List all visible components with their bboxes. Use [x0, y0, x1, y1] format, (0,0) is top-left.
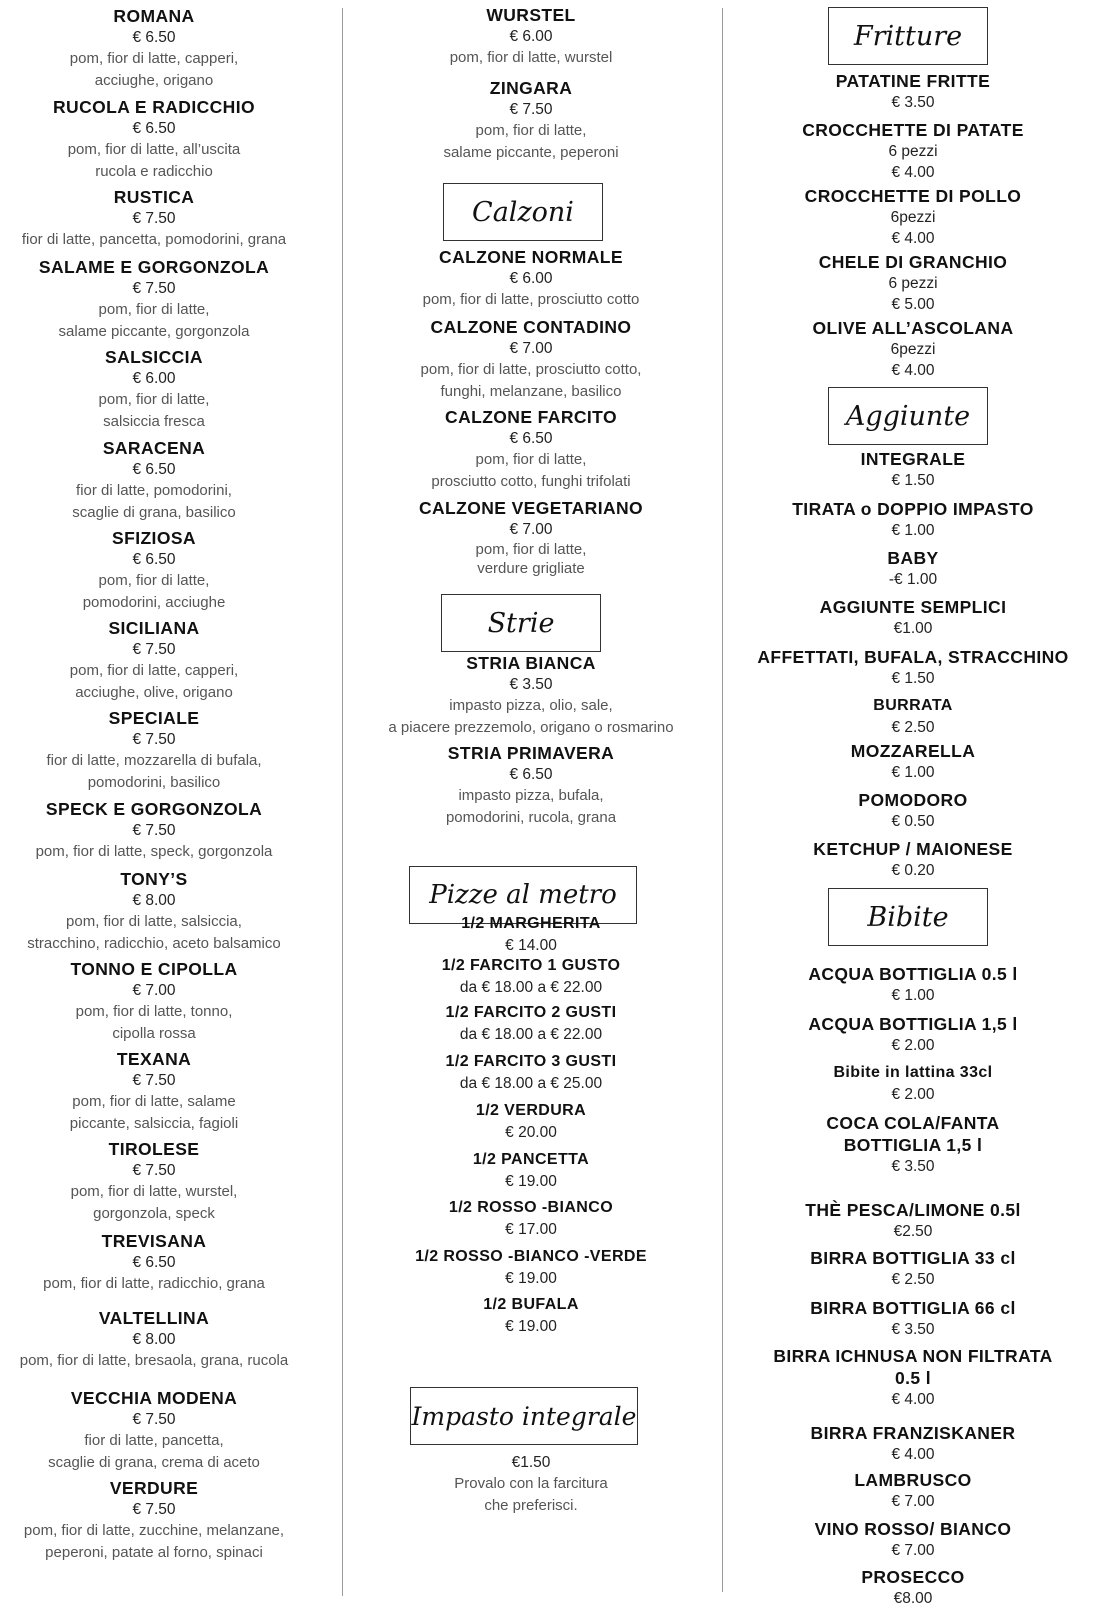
item-name: TIROLESE — [108, 1139, 200, 1159]
menu-item — [0, 5, 308, 91]
menu-item — [372, 955, 690, 998]
item-price: € 7.50 — [132, 1411, 176, 1428]
item-price: € 3.50 — [891, 1321, 935, 1338]
item-name: TONNO E CIPOLLA — [70, 959, 238, 979]
item-description: pom, fior di latte, capperi, — [69, 50, 239, 67]
menu-item — [740, 498, 1086, 541]
menu-item — [740, 1112, 1086, 1177]
item-name: THÈ PESCA/LIMONE 0.5l — [805, 1200, 1021, 1220]
item-name: CHELE DI GRANCHIO — [818, 252, 1008, 272]
item-price: € 6.00 — [509, 270, 553, 287]
item-name: BIRRA FRANZISKANER — [810, 1423, 1016, 1443]
menu-item — [0, 1387, 308, 1473]
item-description: acciughe, olive, origano — [75, 683, 233, 701]
menu-item — [740, 740, 1086, 783]
menu-item — [740, 646, 1086, 689]
item-price: € 7.50 — [132, 731, 176, 748]
item-price: € 6.50 — [509, 766, 553, 783]
item-price: € 7.50 — [509, 101, 553, 118]
item-name: SALSICCIA — [105, 347, 203, 367]
item-name: TREVISANA — [101, 1231, 207, 1251]
item-price: € 6.50 — [132, 29, 176, 46]
item-name: SALAME E GORGONZOLA — [38, 257, 270, 277]
item-name: SARACENA — [102, 438, 206, 458]
item-description: gorgonzola, speck — [93, 1204, 215, 1222]
item-description: pom, fior di latte, — [475, 451, 587, 468]
menu-item — [372, 1002, 690, 1045]
item-description: pom, fior di latte, salame — [72, 1093, 236, 1110]
item-name: LAMBRUSCO — [854, 1470, 972, 1490]
menu-item — [372, 1246, 690, 1289]
item-price: € 7.00 — [891, 1542, 935, 1559]
item-price: € 3.50 — [509, 676, 553, 693]
item-name: VINO ROSSO/ BIANCO — [814, 1519, 1012, 1539]
item-price: € 19.00 — [505, 1270, 557, 1287]
menu-item — [372, 1051, 690, 1094]
item-price: € 0.20 — [891, 862, 935, 879]
menu-item — [740, 448, 1086, 491]
item-description: stracchino, radicchio, aceto balsamico — [27, 934, 281, 952]
menu-item — [740, 838, 1086, 881]
item-price: € 4.00 — [891, 1391, 935, 1408]
item-price: € 6.50 — [509, 430, 553, 447]
menu-item — [372, 4, 690, 69]
section-title: Impasto integrale — [410, 1387, 638, 1445]
menu-item — [0, 186, 308, 251]
item-description: pom, fior di latte, — [98, 572, 210, 589]
item-description: pomodorini, rucola, grana — [445, 808, 617, 826]
item-price: € 2.50 — [891, 1271, 935, 1288]
item-description: rucola e radicchio — [95, 162, 213, 180]
menu-item — [0, 437, 308, 523]
item-description: scaglie di grana, crema di aceto — [48, 1453, 260, 1471]
item-description: pom, fior di latte, bresaola, grana, rucola — [19, 1352, 289, 1369]
item-description: prosciutto cotto, funghi trifolati — [431, 472, 631, 490]
item-name: STRIA PRIMAVERA — [447, 743, 615, 763]
item-price: € 6.00 — [132, 370, 176, 387]
item-name: STRIA BIANCA — [466, 653, 596, 673]
menu-item — [740, 1469, 1086, 1512]
item-price: € 1.50 — [891, 472, 935, 489]
item-name: 1/2 PANCETTA — [472, 1151, 590, 1168]
item-description: che preferisci. — [484, 1496, 578, 1514]
section-title: Aggiunte — [828, 387, 988, 445]
item-name: WURSTEL — [486, 5, 576, 25]
item-price: € 7.50 — [132, 641, 176, 658]
item-name: BABY — [887, 548, 939, 568]
item-price: €8.00 — [893, 1590, 933, 1607]
menu-item — [740, 1297, 1086, 1340]
item-price: da € 18.00 a € 22.00 — [459, 979, 603, 996]
item-name: TEXANA — [116, 1049, 192, 1069]
menu-item — [0, 256, 308, 342]
menu-item — [0, 1138, 308, 1224]
item-name: AFFETTATI, BUFALA, STRACCHINO — [757, 647, 1069, 667]
item-description: pom, fior di latte, — [475, 541, 587, 558]
item-price: € 2.00 — [891, 1086, 935, 1103]
menu-item — [740, 596, 1086, 639]
item-name: SICILIANA — [108, 618, 200, 638]
menu-item — [0, 707, 308, 793]
item-price: € 7.00 — [891, 1493, 935, 1510]
menu-item — [740, 317, 1086, 381]
item-price: € 1.00 — [891, 522, 935, 539]
menu-item — [372, 1100, 690, 1143]
menu-item — [0, 798, 308, 863]
menu-item — [740, 251, 1086, 315]
item-description: impasto pizza, bufala, — [458, 787, 604, 804]
item-description: pomodorini, acciughe — [82, 593, 226, 611]
item-name: 1/2 FARCITO 1 GUSTO — [441, 957, 621, 974]
item-price: € 7.50 — [132, 1072, 176, 1089]
item-quantity: 6 pezzi — [888, 143, 938, 160]
menu-item — [0, 1048, 308, 1134]
item-price: € 7.50 — [132, 822, 176, 839]
item-name: 1/2 BUFALA — [483, 1296, 579, 1313]
section-title: Pizze al metro — [409, 866, 637, 924]
item-description: pom, fior di latte, wurstel — [449, 49, 613, 66]
item-description: fior di latte, pancetta, — [84, 1432, 224, 1449]
item-price: € 8.00 — [132, 892, 176, 909]
item-name: BIRRA BOTTIGLIA 33 cl — [810, 1248, 1016, 1268]
item-description: pom, fior di latte, salsiccia, — [66, 913, 242, 930]
item-description: pom, fior di latte, zucchine, melanzane, — [23, 1522, 285, 1539]
item-name: PROSECCO — [861, 1567, 965, 1587]
section-title: Fritture — [828, 7, 988, 65]
item-price: -€ 1.00 — [888, 571, 938, 588]
item-price: € 8.00 — [132, 1331, 176, 1348]
item-price: € 6.00 — [509, 28, 553, 45]
menu-item — [372, 246, 690, 311]
item-price: € 19.00 — [505, 1318, 557, 1335]
item-name-line2: 0.5 l — [894, 1368, 932, 1388]
menu-item — [0, 1307, 308, 1372]
item-price: € 4.00 — [891, 1446, 935, 1463]
item-name: 1/2 FARCITO 2 GUSTI — [445, 1004, 617, 1021]
item-description: pom, fior di latte, wurstel, — [70, 1183, 238, 1200]
menu-item — [0, 617, 308, 703]
item-price: € 2.00 — [891, 1037, 935, 1054]
item-name: VECCHIA MODENA — [70, 1388, 238, 1408]
section-title: Strie — [441, 594, 601, 652]
item-name: KETCHUP / MAIONESE — [813, 839, 1013, 859]
menu-item — [0, 346, 308, 432]
menu-item — [372, 652, 690, 738]
item-name: COCA COLA/FANTA — [826, 1113, 1000, 1133]
item-name: INTEGRALE — [860, 449, 966, 469]
item-price: € 6.50 — [132, 120, 176, 137]
item-price: € 17.00 — [505, 1221, 557, 1238]
item-name: TIRATA o DOPPIO IMPASTO — [792, 499, 1034, 519]
column-divider — [722, 8, 723, 1592]
item-name: MOZZARELLA — [850, 741, 976, 761]
item-description: scaglie di grana, basilico — [72, 503, 236, 521]
integrale-info — [372, 1452, 690, 1516]
item-name: CROCCHETTE DI POLLO — [804, 186, 1022, 206]
item-description: funghi, melanzane, basilico — [440, 382, 622, 400]
item-price: € 7.50 — [132, 280, 176, 297]
menu-item — [372, 406, 690, 492]
column-divider — [342, 8, 343, 1596]
menu-item — [740, 963, 1086, 1006]
item-name: PATATINE FRITTE — [835, 71, 991, 91]
item-name: 1/2 FARCITO 3 GUSTI — [445, 1053, 617, 1070]
item-description: pom, fior di latte, prosciutto cotto, — [420, 361, 642, 378]
menu-item — [372, 1197, 690, 1240]
menu-item — [740, 1518, 1086, 1561]
item-price: € 7.00 — [509, 521, 553, 538]
item-name: ACQUA BOTTIGLIA 0.5 l — [808, 964, 1018, 984]
item-name: ROMANA — [113, 6, 195, 26]
item-name: CALZONE NORMALE — [439, 247, 623, 267]
menu-item — [0, 1230, 308, 1295]
menu-item — [372, 913, 690, 956]
item-name-line2: BOTTIGLIA 1,5 l — [843, 1135, 983, 1155]
item-name: 1/2 ROSSO -BIANCO -VERDE — [415, 1248, 647, 1265]
item-price: € 3.50 — [891, 94, 935, 111]
item-name: CALZONE VEGETARIANO — [418, 498, 644, 518]
item-quantity: 6pezzi — [890, 341, 936, 358]
menu-item — [740, 1013, 1086, 1056]
item-name: AGGIUNTE SEMPLICI — [819, 597, 1007, 617]
item-price: € 6.50 — [132, 1254, 176, 1271]
item-price: € 19.00 — [505, 1173, 557, 1190]
item-price: €2.50 — [893, 1223, 933, 1240]
item-price: € 14.00 — [505, 937, 557, 954]
item-name: POMODORO — [858, 790, 968, 810]
item-description: Provalo con la farcitura — [454, 1475, 608, 1492]
menu-item — [740, 789, 1086, 832]
item-price: € 6.50 — [132, 461, 176, 478]
item-description: a piacere prezzemolo, origano o rosmarino — [388, 718, 674, 736]
item-description: pom, fior di latte, capperi, — [69, 662, 239, 679]
item-price: € 7.50 — [132, 210, 176, 227]
item-name: VALTELLINA — [98, 1308, 210, 1328]
item-name: RUSTICA — [113, 187, 195, 207]
item-name: CALZONE CONTADINO — [430, 317, 632, 337]
item-quantity: 6 pezzi — [888, 275, 938, 292]
item-description: pom, fior di latte, — [98, 301, 210, 318]
item-name: SPECK E GORGONZOLA — [45, 799, 263, 819]
menu-item — [372, 1149, 690, 1192]
item-price: € 1.50 — [891, 670, 935, 687]
menu-item — [740, 1422, 1086, 1465]
item-price: € 7.50 — [132, 1162, 176, 1179]
item-description: pom, fior di latte, prosciutto cotto — [422, 291, 640, 308]
menu-item — [740, 1247, 1086, 1290]
item-description: pom, fior di latte, tonno, — [75, 1003, 233, 1020]
item-price: € 7.50 — [132, 1501, 176, 1518]
item-price: €1.00 — [893, 620, 933, 637]
item-name: Bibite in lattina 33cl — [833, 1064, 993, 1081]
item-name: CROCCHETTE DI PATATE — [802, 120, 1024, 140]
menu-item — [0, 1477, 308, 1563]
item-description: salame piccante, peperoni — [443, 143, 619, 161]
item-price: € 4.00 — [891, 362, 935, 379]
item-price: € 4.00 — [891, 230, 935, 247]
menu-item — [740, 1566, 1086, 1609]
item-price: € 4.00 — [891, 164, 935, 181]
section-title: Bibite — [828, 888, 988, 946]
item-description: piccante, salsiccia, fagioli — [69, 1114, 239, 1132]
item-name: ZINGARA — [489, 78, 573, 98]
item-description: fior di latte, mozzarella di bufala, — [46, 752, 262, 769]
item-description: verdure grigliate — [477, 560, 585, 577]
item-price: € 1.00 — [891, 764, 935, 781]
item-description: pom, fior di latte, radicchio, grana — [43, 1275, 265, 1292]
item-name: OLIVE ALL’ASCOLANA — [812, 318, 1014, 338]
menu-item — [740, 1345, 1086, 1410]
menu-item — [372, 742, 690, 828]
item-price: € 3.50 — [891, 1158, 935, 1175]
item-name: RUCOLA E RADICCHIO — [53, 97, 255, 117]
menu-item — [740, 547, 1086, 590]
item-price: € 7.00 — [509, 340, 553, 357]
item-description: pomodorini, basilico — [87, 773, 221, 791]
section-title: Calzoni — [443, 183, 603, 241]
item-name: SFIZIOSA — [112, 528, 196, 548]
item-description: pom, fior di latte, — [475, 122, 587, 139]
item-name: CALZONE FARCITO — [445, 407, 617, 427]
item-description: cipolla rossa — [112, 1024, 196, 1042]
menu-item — [740, 185, 1086, 249]
item-description: peperoni, patate al forno, spinaci — [45, 1543, 263, 1561]
item-price: €1.50 — [511, 1454, 551, 1471]
item-description: pom, fior di latte, — [98, 391, 210, 408]
item-quantity: 6pezzi — [890, 209, 936, 226]
menu-item — [740, 695, 1086, 738]
menu-item — [0, 868, 308, 954]
item-name: 1/2 VERDURA — [475, 1102, 587, 1119]
item-description: fior di latte, pancetta, pomodorini, grana — [21, 231, 287, 248]
item-name: BIRRA ICHNUSA NON FILTRATA — [773, 1346, 1053, 1366]
item-description: fior di latte, pomodorini, — [76, 482, 232, 499]
menu-item — [740, 1199, 1086, 1242]
item-name: ACQUA BOTTIGLIA 1,5 l — [808, 1014, 1018, 1034]
item-name: BIRRA BOTTIGLIA 66 cl — [810, 1298, 1016, 1318]
item-description: salsiccia fresca — [103, 412, 205, 430]
item-name: VERDURE — [109, 1478, 199, 1498]
item-description: acciughe, origano — [94, 71, 214, 89]
item-price: € 5.00 — [891, 296, 935, 313]
item-name: TONY’S — [120, 869, 188, 889]
menu-item — [372, 1294, 690, 1337]
item-price: € 2.50 — [891, 719, 935, 736]
item-price: € 1.00 — [891, 987, 935, 1004]
menu-item — [0, 527, 308, 613]
menu-item — [372, 77, 690, 163]
menu-item — [0, 958, 308, 1044]
menu-item — [372, 316, 690, 402]
item-price: € 0.50 — [891, 813, 935, 830]
item-name: SPECIALE — [108, 708, 200, 728]
item-price: € 7.00 — [132, 982, 176, 999]
menu-item — [740, 1062, 1086, 1105]
item-description: pom, fior di latte, all’uscita — [67, 141, 241, 158]
item-price: da € 18.00 a € 25.00 — [459, 1075, 603, 1092]
menu-item — [740, 70, 1086, 113]
item-name: 1/2 MARGHERITA — [461, 915, 601, 932]
item-description: impasto pizza, olio, sale, — [449, 697, 613, 714]
item-description: pom, fior di latte, speck, gorgonzola — [35, 843, 273, 860]
menu-item — [740, 119, 1086, 183]
item-description: salame piccante, gorgonzola — [58, 322, 250, 340]
item-name: 1/2 ROSSO -BIANCO — [448, 1199, 614, 1216]
item-price: € 6.50 — [132, 551, 176, 568]
menu-item — [0, 96, 308, 182]
menu-item — [372, 497, 690, 578]
item-price: da € 18.00 a € 22.00 — [459, 1026, 603, 1043]
item-name: BURRATA — [873, 697, 953, 714]
item-price: € 20.00 — [505, 1124, 557, 1141]
